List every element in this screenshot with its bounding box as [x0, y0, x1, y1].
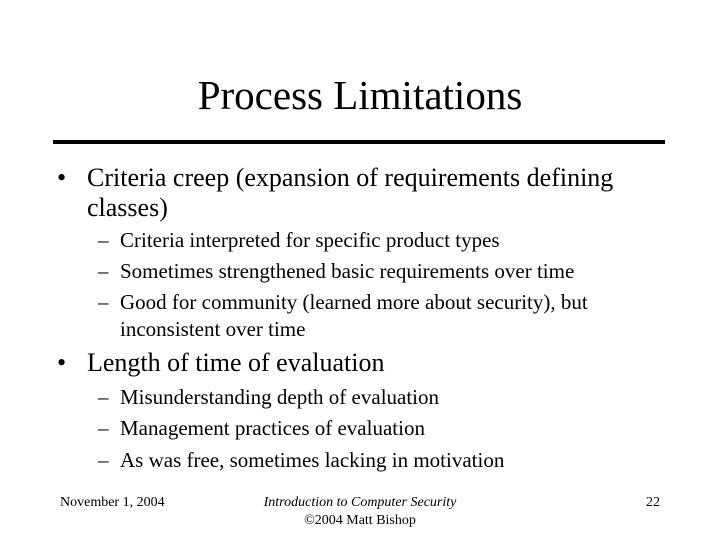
dash-marker: –: [98, 259, 109, 283]
bullet-text-line-2: classes): [87, 193, 168, 222]
sub-bullet-text: Criteria interpreted for specific product types: [120, 228, 500, 252]
sub-bullet: [98, 258, 658, 284]
bullet-criteria-creep: [57, 163, 677, 223]
sub-bullet: [98, 415, 658, 441]
sub-bullet: [98, 447, 658, 473]
dash-marker: –: [98, 416, 109, 440]
footer-course-info: [220, 494, 500, 530]
footer-copyright: ©2004 Matt Bishop: [304, 513, 416, 528]
dash-marker: –: [98, 228, 109, 252]
bullet-dot: •: [57, 348, 67, 377]
bullet-text-line-1: Criteria creep (expansion of requirements defining: [87, 163, 614, 192]
dash-marker: –: [98, 290, 109, 314]
sub-bullet: [98, 227, 658, 253]
dash-marker: –: [98, 385, 109, 409]
sub-bullet-text: Management practices of evaluation: [120, 416, 425, 440]
sub-bullet: [98, 289, 658, 341]
footer-course-title: Introduction to Computer Security: [263, 495, 457, 510]
sub-bullet-text: Sometimes strengthened basic requirements over time: [120, 259, 575, 283]
sub-bullet-text: As was free, sometimes lacking in motivation: [120, 448, 505, 472]
bullet-dot: •: [57, 163, 67, 192]
sub-bullet-text-line-1: Good for community (learned more about security), but: [120, 290, 588, 314]
bullet-text: Length of time of evaluation: [87, 348, 385, 377]
dash-marker: –: [98, 448, 109, 472]
title-divider: [53, 140, 665, 144]
footer-date: November 1, 2004: [60, 495, 165, 510]
sub-bullet-text: Misunderstanding depth of evaluation: [120, 385, 440, 409]
footer-page-number: 22: [646, 495, 660, 510]
sub-bullet-text-line-2: inconsistent over time: [120, 317, 306, 341]
bullet-evaluation-time: [57, 348, 677, 378]
slide-title: Process Limitations: [197, 72, 523, 118]
sub-bullet: [98, 384, 658, 410]
